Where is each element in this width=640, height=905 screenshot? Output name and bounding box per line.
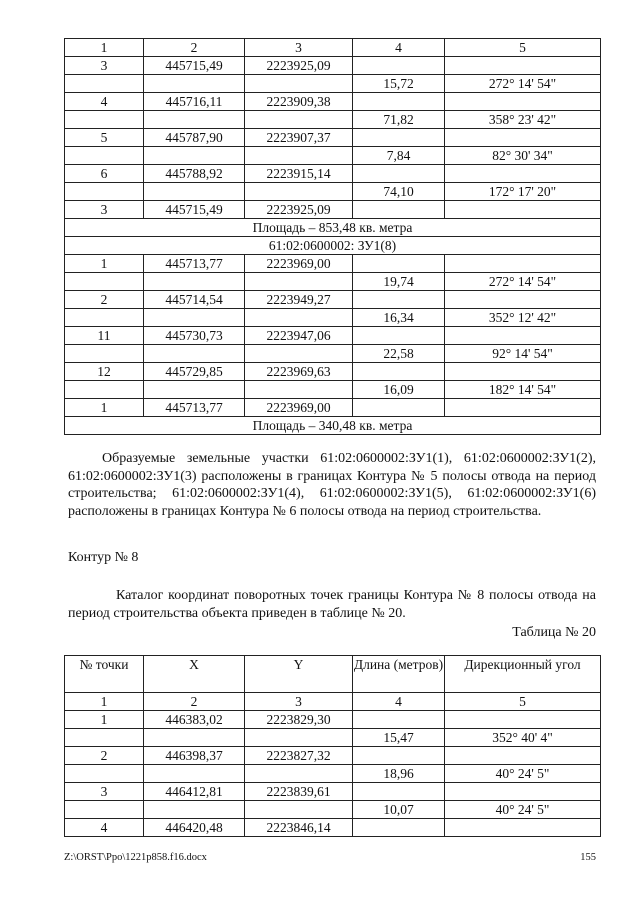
summary-row <box>65 237 601 255</box>
table-cell <box>65 273 144 291</box>
table-cell <box>445 783 601 801</box>
table-cell <box>445 819 601 837</box>
table-cell: 12 <box>65 363 144 381</box>
table-cell: 40° 24' 5" <box>445 765 601 783</box>
table-cell: 2223907,37 <box>245 129 353 147</box>
table-cell <box>445 399 601 417</box>
table-cell: 16,09 <box>353 381 445 399</box>
table-cell <box>65 75 144 93</box>
table-cell: 352° 40' 4" <box>445 729 601 747</box>
point-row <box>65 399 601 417</box>
table-cell: 3 <box>65 57 144 75</box>
point-row <box>65 819 601 837</box>
table-cell <box>445 255 601 273</box>
table-cell <box>144 75 245 93</box>
table-cell: 7,84 <box>353 147 445 165</box>
column-header: Y <box>245 656 353 693</box>
table-cell <box>144 309 245 327</box>
segment-row <box>65 273 601 291</box>
table-cell <box>65 309 144 327</box>
table-cell: 446412,81 <box>144 783 245 801</box>
column-number-cell: 2 <box>144 39 245 57</box>
segment-row <box>65 309 601 327</box>
table-cell: 2223925,09 <box>245 57 353 75</box>
column-header: Дирекционный угол <box>445 656 601 693</box>
table-cell <box>144 273 245 291</box>
table-cell <box>65 147 144 165</box>
table-cell <box>144 111 245 129</box>
table-cell: 2 <box>65 747 144 765</box>
point-row <box>65 291 601 309</box>
segment-row <box>65 75 601 93</box>
contour-heading: Контур № 8 <box>68 550 139 565</box>
table-cell: 2223949,27 <box>245 291 353 309</box>
table-cell: 2223909,38 <box>245 93 353 111</box>
column-number-cell: 1 <box>65 693 144 711</box>
summary-row <box>65 219 601 237</box>
point-row <box>65 783 601 801</box>
table-cell: 445729,85 <box>144 363 245 381</box>
table-cell <box>445 747 601 765</box>
table-cell: 11 <box>65 327 144 345</box>
table-cell <box>353 819 445 837</box>
table-cell <box>445 363 601 381</box>
table-cell: 19,74 <box>353 273 445 291</box>
table-cell: 2223839,61 <box>245 783 353 801</box>
table-cell: 445730,73 <box>144 327 245 345</box>
table-cell: 4 <box>65 93 144 111</box>
table-cell <box>65 765 144 783</box>
table-cell: 22,58 <box>353 345 445 363</box>
table-cell <box>144 345 245 363</box>
table-cell <box>445 201 601 219</box>
table-cell: 1 <box>65 399 144 417</box>
summary-cell: 61:02:0600002: ЗУ1(8) <box>65 237 601 255</box>
table-caption: Таблица № 20 <box>512 625 596 640</box>
table-cell <box>445 165 601 183</box>
table-cell: 445713,77 <box>144 399 245 417</box>
segment-row <box>65 801 601 819</box>
point-row <box>65 93 601 111</box>
column-header: X <box>144 656 245 693</box>
segment-row <box>65 765 601 783</box>
column-number-cell: 2 <box>144 693 245 711</box>
column-number-cell: 5 <box>445 39 601 57</box>
column-header: № точки <box>65 656 144 693</box>
table-cell: 445787,90 <box>144 129 245 147</box>
table-cell <box>245 729 353 747</box>
table-cell <box>245 345 353 363</box>
table-cell <box>445 291 601 309</box>
column-number-row <box>65 693 601 711</box>
point-row <box>65 327 601 345</box>
table-cell <box>65 111 144 129</box>
zones-paragraph: Образуемые земельные участки 61:02:0600002:ЗУ1(1), 61:02:0600002:ЗУ1(2), 61:02:0600002:ЗУ1(3) расположены в границах Контура № 5 полосы отвода на период строительства; 61:02:0600002:ЗУ1(4), 61:02:0600002:ЗУ1(5), 61:02:0600002:ЗУ1(6) расположены в границах Контура № 6 полосы отвода на период строительства. <box>68 451 596 519</box>
table-cell <box>144 381 245 399</box>
table-cell: 6 <box>65 165 144 183</box>
table-cell <box>353 399 445 417</box>
coordinates-table-continued <box>64 38 601 435</box>
point-row <box>65 129 601 147</box>
table-cell <box>65 381 144 399</box>
summary-row <box>65 417 601 435</box>
table-cell: 358° 23' 42" <box>445 111 601 129</box>
table-cell: 40° 24' 5" <box>445 801 601 819</box>
table-cell: 2223827,32 <box>245 747 353 765</box>
table-cell <box>353 165 445 183</box>
table-cell: 446383,02 <box>144 711 245 729</box>
column-number-row <box>65 39 601 57</box>
table-cell: 2223925,09 <box>245 201 353 219</box>
coordinates-table-20 <box>64 655 601 837</box>
segment-row <box>65 381 601 399</box>
table-cell <box>144 147 245 165</box>
table-cell <box>445 711 601 729</box>
table-cell <box>445 327 601 345</box>
table-cell: 15,72 <box>353 75 445 93</box>
table-cell <box>144 729 245 747</box>
table-cell: 74,10 <box>353 183 445 201</box>
table-cell: 445788,92 <box>144 165 245 183</box>
segment-row <box>65 111 601 129</box>
table-cell: 5 <box>65 129 144 147</box>
table-cell: 15,47 <box>353 729 445 747</box>
table-cell: 1 <box>65 255 144 273</box>
segment-row <box>65 345 601 363</box>
table-cell <box>445 93 601 111</box>
table-cell: 2 <box>65 291 144 309</box>
segment-row <box>65 147 601 165</box>
table-cell <box>353 291 445 309</box>
table-cell: 445713,77 <box>144 255 245 273</box>
table-cell: 172° 17' 20" <box>445 183 601 201</box>
table-cell: 3 <box>65 783 144 801</box>
table-cell: 446420,48 <box>144 819 245 837</box>
table-cell: 10,07 <box>353 801 445 819</box>
table-cell: 16,34 <box>353 309 445 327</box>
table-cell: 71,82 <box>353 111 445 129</box>
table-cell: 3 <box>65 201 144 219</box>
catalog-paragraph: Каталог координат поворотных точек границы Контура № 8 полосы отвода на период строительства объекта приведен в таблице № 20. <box>68 588 596 621</box>
point-row <box>65 711 601 729</box>
table-cell: 445716,11 <box>144 93 245 111</box>
table-cell: 445714,54 <box>144 291 245 309</box>
footer-page-number: 155 <box>580 852 596 863</box>
column-number-cell: 3 <box>245 693 353 711</box>
table-cell <box>353 327 445 345</box>
table-cell: 1 <box>65 711 144 729</box>
point-row <box>65 747 601 765</box>
table-cell: 2223969,63 <box>245 363 353 381</box>
table-cell <box>245 309 353 327</box>
table-cell <box>353 129 445 147</box>
summary-cell: Площадь – 853,48 кв. метра <box>65 219 601 237</box>
column-number-cell: 1 <box>65 39 144 57</box>
table-cell <box>65 729 144 747</box>
column-number-cell: 5 <box>445 693 601 711</box>
table-cell <box>245 765 353 783</box>
table-cell <box>245 381 353 399</box>
table-cell <box>353 363 445 381</box>
table-cell: 272° 14' 54" <box>445 273 601 291</box>
table-cell <box>445 57 601 75</box>
column-header-row <box>65 656 601 693</box>
table-cell <box>245 183 353 201</box>
table-cell <box>245 801 353 819</box>
table-cell <box>65 183 144 201</box>
table-cell <box>144 801 245 819</box>
point-row <box>65 201 601 219</box>
footer-file-path: Z:\ORST\Ppo\1221p858.f16.docx <box>64 852 207 863</box>
table-cell <box>65 345 144 363</box>
table-cell: 182° 14' 54" <box>445 381 601 399</box>
table-cell <box>65 801 144 819</box>
summary-cell: Площадь – 340,48 кв. метра <box>65 417 601 435</box>
table-cell <box>353 93 445 111</box>
table-cell: 352° 12' 42" <box>445 309 601 327</box>
table-cell: 4 <box>65 819 144 837</box>
column-number-cell: 4 <box>353 39 445 57</box>
segment-row <box>65 183 601 201</box>
table-cell <box>245 147 353 165</box>
table-cell <box>353 255 445 273</box>
table-cell: 2223969,00 <box>245 255 353 273</box>
table-cell <box>353 747 445 765</box>
table-cell: 18,96 <box>353 765 445 783</box>
table-cell <box>445 129 601 147</box>
column-number-cell: 3 <box>245 39 353 57</box>
table-cell: 2223915,14 <box>245 165 353 183</box>
point-row <box>65 165 601 183</box>
table-cell: 2223829,30 <box>245 711 353 729</box>
column-number-cell: 4 <box>353 693 445 711</box>
table-cell: 2223846,14 <box>245 819 353 837</box>
point-row <box>65 255 601 273</box>
table-cell <box>245 273 353 291</box>
point-row <box>65 363 601 381</box>
table-cell: 445715,49 <box>144 57 245 75</box>
table-cell: 446398,37 <box>144 747 245 765</box>
table-cell <box>245 75 353 93</box>
table-cell: 2223947,06 <box>245 327 353 345</box>
table-cell <box>245 111 353 129</box>
point-row <box>65 57 601 75</box>
table-cell <box>144 183 245 201</box>
table-cell: 445715,49 <box>144 201 245 219</box>
table-cell: 272° 14' 54" <box>445 75 601 93</box>
table-cell: 92° 14' 54" <box>445 345 601 363</box>
segment-row <box>65 729 601 747</box>
table-cell: 82° 30' 34" <box>445 147 601 165</box>
table-cell: 2223969,00 <box>245 399 353 417</box>
table-cell <box>353 711 445 729</box>
table-cell <box>144 765 245 783</box>
table-cell <box>353 57 445 75</box>
table-cell <box>353 783 445 801</box>
column-header: Длина (метров) <box>353 656 445 693</box>
table-cell <box>353 201 445 219</box>
